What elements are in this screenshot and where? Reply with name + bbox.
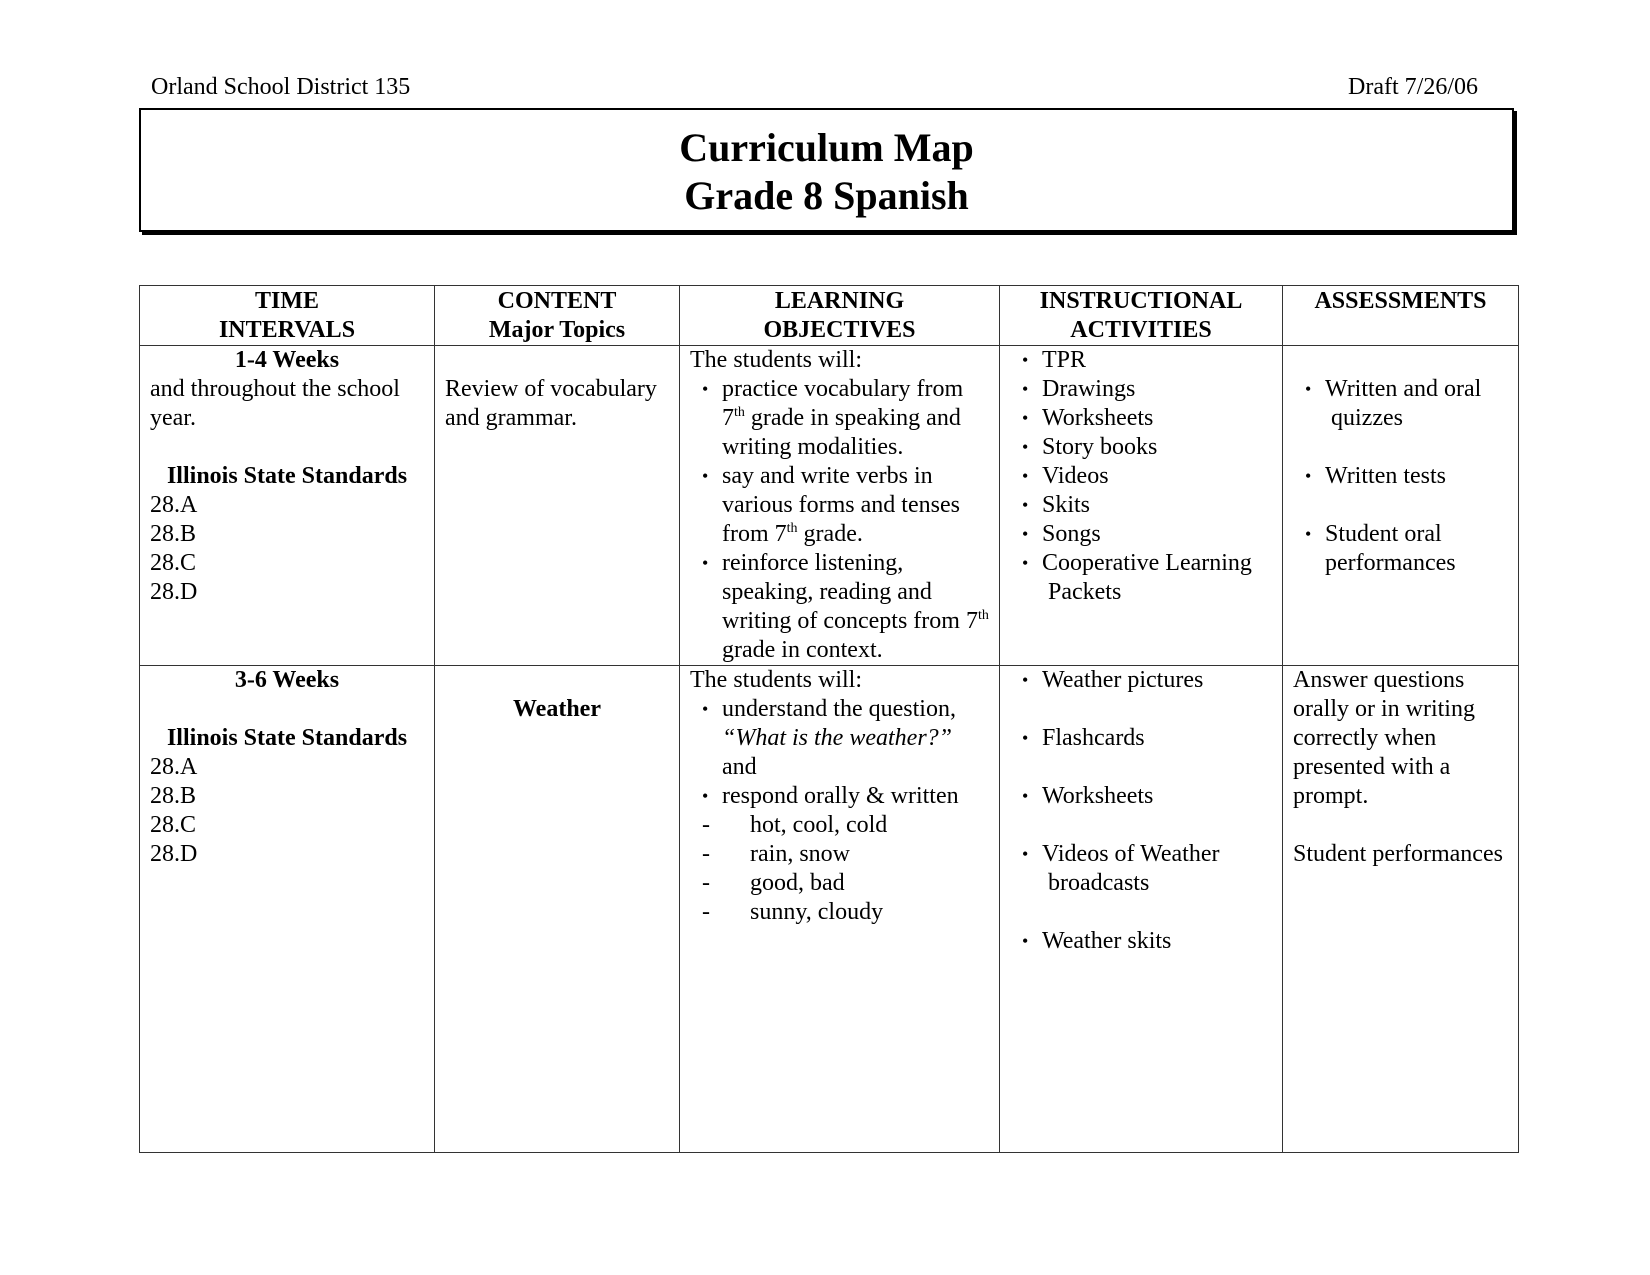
standards-label: Illinois State Standards: [166, 463, 408, 489]
list-item: • Flashcards: [1042, 724, 1272, 753]
objectives-list: [690, 695, 989, 811]
objectives-cell: [680, 666, 1000, 1153]
document-subtitle: Grade 8 Spanish: [684, 173, 969, 218]
list-item: • Worksheets: [1042, 404, 1272, 433]
list-item: • TPR: [1042, 346, 1272, 375]
assessment-text: Student performances: [1293, 841, 1503, 867]
objectives-list: [690, 375, 989, 665]
activities-cell: [1000, 346, 1283, 666]
standard: 28.C: [150, 550, 197, 576]
assessments-cell: [1283, 346, 1519, 666]
list-item: - rain, snow: [750, 840, 989, 869]
table-row: [140, 666, 1519, 1153]
activities-list: [1010, 346, 1272, 578]
list-item: • practice vocabulary from 7th grade in speaking and writing modalities.: [722, 375, 989, 462]
content-topic: Review of vocabulary and grammar.: [445, 376, 657, 431]
standard: 28.D: [150, 841, 198, 867]
list-item: • Written tests: [1325, 462, 1508, 491]
draft-date: Draft 7/26/06: [1348, 74, 1478, 100]
standard: 28.A: [150, 492, 198, 518]
list-item: • Weather skits: [1042, 927, 1272, 956]
list-item: • Cooperative Learning: [1042, 549, 1272, 578]
content-cell: [435, 346, 680, 666]
assessments-list: [1293, 375, 1508, 578]
curriculum-table: [139, 285, 1519, 1153]
objectives-intro: The students will:: [690, 347, 862, 373]
content-cell: [435, 666, 680, 1153]
time-interval: 1-4 Weeks: [234, 347, 340, 373]
list-item: • Drawings: [1042, 375, 1272, 404]
time-interval: 3-6 Weeks: [234, 667, 340, 693]
activities-cell: [1000, 666, 1283, 1153]
list-item: • Story books: [1042, 433, 1272, 462]
standard: 28.B: [150, 783, 197, 809]
column-header-objectives: LEARNING OBJECTIVES: [680, 286, 1000, 346]
content-topic: Weather: [513, 696, 601, 722]
list-item: - hot, cool, cold: [750, 811, 989, 840]
list-item: • Worksheets: [1042, 782, 1272, 811]
objectives-cell: [680, 346, 1000, 666]
district-name: Orland School District 135: [151, 74, 411, 100]
assessments-cell: [1283, 666, 1519, 1153]
standard: 28.C: [150, 812, 197, 838]
activity-continuation: Packets: [1048, 579, 1122, 605]
list-item: • Skits: [1042, 491, 1272, 520]
responses-list: [690, 811, 989, 927]
list-item: • Songs: [1042, 520, 1272, 549]
time-interval-cell: [140, 346, 435, 666]
time-interval-cell: [140, 666, 435, 1153]
objectives-intro: The students will:: [690, 667, 862, 693]
table-row: [140, 346, 1519, 666]
column-header-time: TIME INTERVALS: [140, 286, 435, 346]
standard: 28.A: [150, 754, 198, 780]
time-note: and throughout the school year.: [150, 376, 400, 431]
list-item: • Written and oral quizzes: [1325, 375, 1508, 433]
column-header-content: CONTENT Major Topics: [435, 286, 680, 346]
list-item: • Videos of Weather broadcasts: [1042, 840, 1272, 898]
table-header-row: [140, 286, 1519, 346]
assessment-text: Answer questions orally or in writing correctly when presented with a prompt.: [1293, 667, 1475, 809]
list-item: - sunny, cloudy: [750, 898, 989, 927]
list-item: • say and write verbs in various forms and tenses from 7th grade.: [722, 462, 989, 549]
document-title: Curriculum Map: [679, 125, 974, 170]
column-header-activities: INSTRUCTIONAL ACTIVITIES: [1000, 286, 1283, 346]
list-item: • reinforce listening, speaking, reading and writing of concepts from 7th grade in context.: [722, 549, 989, 665]
standard: 28.B: [150, 521, 197, 547]
standard: 28.D: [150, 579, 198, 605]
list-item: - good, bad: [750, 869, 989, 898]
activities-list: [1010, 666, 1272, 956]
list-item: • Student oral performances: [1325, 520, 1508, 578]
standards-label: Illinois State Standards: [166, 725, 408, 751]
quoted-question: “What is the weather?”: [722, 725, 953, 751]
column-header-assessments: ASSESSMENTS: [1283, 286, 1519, 346]
list-item: • Videos: [1042, 462, 1272, 491]
list-item: • understand the question, “What is the weather?” and: [722, 695, 989, 782]
title-box: [139, 108, 1514, 232]
list-item: • respond orally & written: [722, 782, 989, 811]
list-item: • Weather pictures: [1042, 666, 1272, 695]
